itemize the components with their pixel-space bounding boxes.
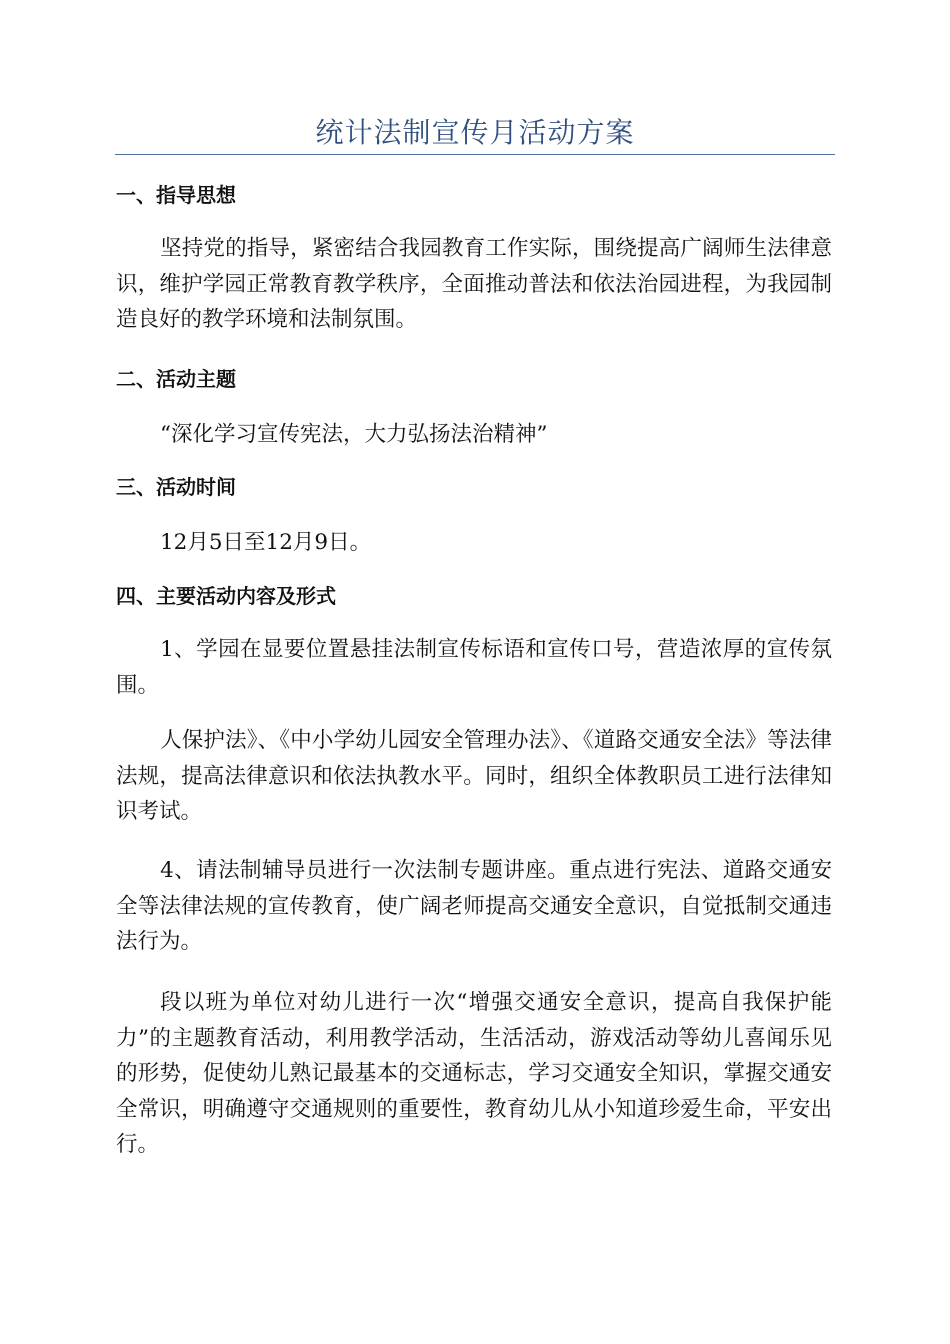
paragraph-activity-1: 1、学园在显要位置悬挂法制宣传标语和宣传口号，营造浓厚的宣传氛围。 [116, 637, 832, 698]
paragraph-activity-time: 12月5日至12月9日。 [160, 530, 372, 555]
section-heading-activity-theme: 二、活动主题 [116, 367, 236, 391]
title-underline [115, 154, 835, 155]
paragraph-guiding-ideology: 坚持党的指导，紧密结合我园教育工作实际，围绕提高广阔师生法律意识，维护学园正常教育教学秩序，全面推动普法和依法治园进程，为我园制造良好的教学环境和法制氛围。 [116, 236, 832, 332]
document-title: 统计法制宣传月活动方案 [315, 116, 635, 149]
paragraph-activity-children-education: 段以班为单位对幼儿进行一次“增强交通安全意识，提高自我保护能力”的主题教育活动，利用教学活动，生活活动，游戏活动等幼儿喜闻乐见的形势，促使幼儿熟记最基本的交通标志，学习交通安全知识，掌握交通安全常识，明确遵守交通规则的重要性，教育幼儿从小知道珍爱生命，平安出行。 [116, 990, 832, 1157]
section-heading-main-activities: 四、主要活动内容及形式 [116, 584, 336, 608]
paragraph-activity-theme: “深化学习宣传宪法，大力弘扬法治精神” [160, 422, 548, 447]
paragraph-activity-law-study: 人保护法》、《中小学幼儿园安全管理办法》、《道路交通安全法》等法律法规，提高法律意识和依法执教水平。同时，组织全体教职员工进行法律知识考试。 [116, 728, 832, 824]
paragraph-activity-4: 4、请法制辅导员进行一次法制专题讲座。重点进行宪法、道路交通安全等法律法规的宣传教育，使广阔老师提高交通安全意识，自觉抵制交通违法行为。 [116, 858, 832, 954]
section-heading-activity-time: 三、活动时间 [116, 475, 236, 499]
section-heading-guiding-ideology: 一、指导思想 [116, 183, 236, 207]
